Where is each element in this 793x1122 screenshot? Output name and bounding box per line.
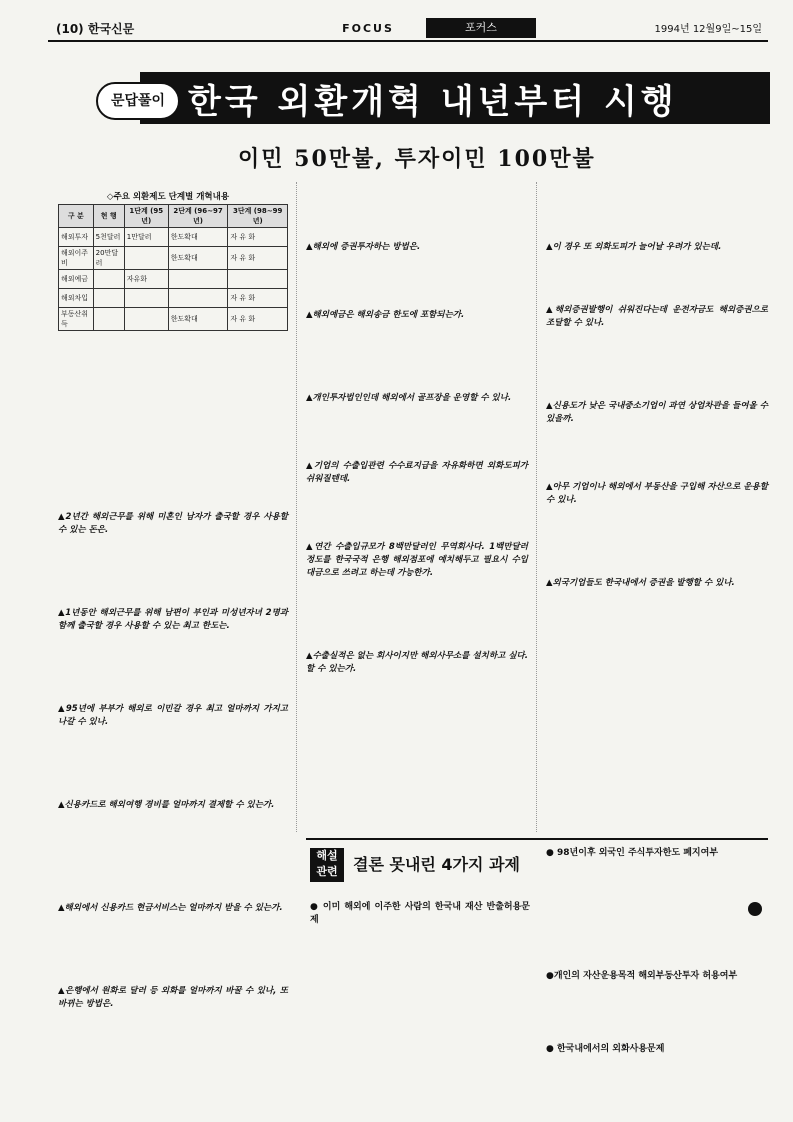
question: ▲이 경우 또 외화도피가 늘어날 우려가 있는데. xyxy=(546,241,722,252)
question: ▲2년간 해외근무를 위해 미혼인 남자가 출국할 경우 사용할 수 있는 돈은. xyxy=(58,511,288,535)
box-subheading: ● 한국내에서의 외화사용문제 xyxy=(546,1044,665,1054)
page-number: (10) 한국신문 xyxy=(56,22,135,36)
question: ▲수출실적은 없는 회사이지만 해외사무소를 설치하고 싶다. 할 수 있는가. xyxy=(306,650,528,674)
question: ▲외국기업들도 한국내에서 증권을 발행할 수 있나. xyxy=(546,577,735,588)
box-subheading: ●개인의 자산운용목적 해외부동산투자 허용여부 xyxy=(546,971,738,981)
dot-mark xyxy=(748,902,762,916)
table-cell: 해외투자 xyxy=(59,228,94,247)
table-cell xyxy=(93,270,124,289)
qa-tag: 문답풀이 xyxy=(96,82,180,120)
question: ▲1년동안 해외근무를 위해 남편이 부인과 미성년자녀 2명과 함께 출국할 경우 사용할 수 있는 최고 한도는. xyxy=(58,607,288,631)
question: ▲연간 수출입규모가 8백만달러인 무역회사다. 1백만달러 정도를 한국국적 은행 해외점포에 예치해두고 필요시 수입대금으로 쓰려고 하는데 가능한가. xyxy=(306,541,528,578)
question: ▲해외예금은 해외송금 한도에 포함되는가. xyxy=(306,309,465,320)
table-row xyxy=(59,247,288,270)
column-3 xyxy=(546,232,768,598)
issue-date: 1994년 12월9일~15일 xyxy=(654,24,762,35)
table-cell xyxy=(124,289,168,308)
table-cell: 해외예금 xyxy=(59,270,94,289)
table-cell: 자 유 화 xyxy=(228,308,288,331)
question: ▲해외증권발행이 쉬워진다는데 운전자금도 해외증권으로 조달할 수 있나. xyxy=(546,304,768,328)
table-cell: 한도확대 xyxy=(168,308,228,331)
question: ▲은행에서 원화로 달러 등 외화를 얼마까지 바꿀 수 있나, 또 바뀌는 방법은. xyxy=(58,985,288,1009)
box-label: 해설 관련 xyxy=(310,848,344,882)
table-row xyxy=(59,270,288,289)
table-row xyxy=(59,308,288,331)
question: ▲해외에 증권투자하는 방법은. xyxy=(306,241,421,252)
headline-title: 한국 외환개혁 내년부터 시행 xyxy=(188,82,678,122)
table-cell xyxy=(228,270,288,289)
table-cell: 5천달러 xyxy=(93,228,124,247)
table-cell xyxy=(168,289,228,308)
page-header xyxy=(48,18,768,42)
table-cell: 자 유 화 xyxy=(228,228,288,247)
question: ▲신용카드로 해외여행 경비를 얼마까지 결제할 수 있는가. xyxy=(58,799,275,810)
question: ▲95년에 부부가 해외로 이민갈 경우 최고 얼마까지 가지고 나갈 수 있나. xyxy=(58,703,288,727)
table-cell: 해외차입 xyxy=(59,289,94,308)
box-title: 결론 못내린 4가지 과제 xyxy=(353,855,520,874)
box-subheading: ● 98년이후 외국인 주식투자한도 폐지여부 xyxy=(546,848,719,858)
table-cell: 부동산취득 xyxy=(59,308,94,331)
question: ▲해외에서 신용카드 현금서비스는 얼마까지 받을 수 있는가. xyxy=(58,902,283,913)
table-header: 2단계 (96~97년) xyxy=(168,205,228,228)
section-label: FOCUS xyxy=(342,22,394,35)
table-cell xyxy=(93,308,124,331)
table-cell: 한도확대 xyxy=(168,247,228,270)
table-row xyxy=(59,289,288,308)
table-row xyxy=(59,228,288,247)
question: ▲신용도가 낮은 국내중소기업이 과연 상업차관을 들여올 수 있을까. xyxy=(546,400,768,424)
table-cell xyxy=(124,308,168,331)
column-1 xyxy=(58,502,288,1019)
table-cell xyxy=(124,247,168,270)
table-cell: 해외이주비 xyxy=(59,247,94,270)
reform-table xyxy=(58,204,288,331)
column-2 xyxy=(306,232,528,684)
table-title: ◇주요 외환제도 단계별 개혁내용 xyxy=(106,192,230,202)
column-divider xyxy=(296,182,297,832)
box-subheading: ● 이미 해외에 이주한 사람의 한국내 재산 반출허용문제 xyxy=(310,902,530,925)
column-divider xyxy=(536,182,537,832)
table-header: 현 행 xyxy=(93,205,124,228)
box-column-1 xyxy=(310,892,530,936)
table-header: 구 분 xyxy=(59,205,94,228)
table-cell xyxy=(168,270,228,289)
table-cell xyxy=(93,289,124,308)
table-cell: 20만달러 xyxy=(93,247,124,270)
section-label-ko: 포커스 xyxy=(426,18,536,38)
table-cell: 한도확대 xyxy=(168,228,228,247)
box-column-2 xyxy=(546,838,768,1065)
table-cell: 자 유 화 xyxy=(228,289,288,308)
headline-subtitle: 이민 50만불, 투자이민 100만불 xyxy=(238,146,596,172)
question: ▲아무 기업이나 해외에서 부동산을 구입해 자산으로 운용할 수 있나. xyxy=(546,481,768,505)
table-cell: 자유화 xyxy=(124,270,168,289)
table-header: 3단계 (98~99년) xyxy=(228,205,288,228)
question: ▲기업의 수출입관련 수수료지급을 자유화하면 외화도피가 쉬워질텐데. xyxy=(306,460,528,484)
question: ▲개인투자법인인데 해외에서 골프장을 운영할 수 있나. xyxy=(306,392,512,403)
newspaper-page xyxy=(48,12,768,1112)
table-cell: 자 유 화 xyxy=(228,247,288,270)
table-cell: 1만달러 xyxy=(124,228,168,247)
table-header: 1단계 (95년) xyxy=(124,205,168,228)
